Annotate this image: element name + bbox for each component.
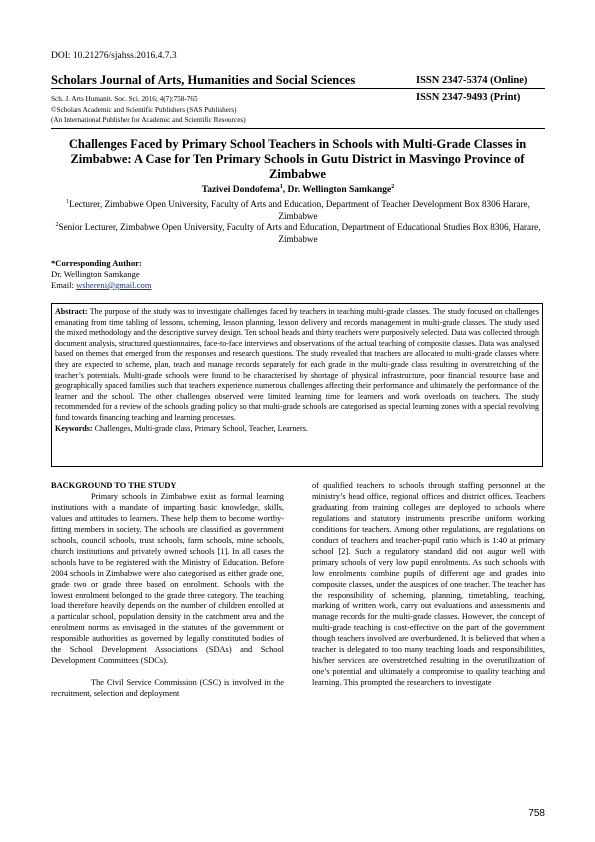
email-link[interactable]: wshereni@gmail.com [76,280,152,290]
journal-copyright: ©Scholars Academic and Scientific Publishers (SAS Publishers) [51,106,237,114]
issn-print: ISSN 2347-9493 (Print) [416,92,521,103]
affiliation-2 [51,221,545,245]
author-1-sup: 1 [279,183,283,190]
body-column-right [312,481,545,689]
keywords-text: Challenges, Multi-grade class, Primary School, Teacher, Learners. [92,423,308,433]
body-paragraph: Primary schools in Zimbabwe exist as formal learning institutions with a mandate of imparting basic knowledge, skills, values and attitudes to learners. These help them to become worthy-fitting members in society. The schools are classified as government schools, council schools, trust schools, farm schools, mine schools, church institutions and privately owned schools [1]. In all cases the schools have to be registered with the Ministry of Education. Before 2004 schools in Zimbabwe were also categorised as either grade one, grade two or grade three based on enrolment. Schools with the lowest enrolment belonged to the grade three category. The teaching load therefore heavily depends on the number of children enrolled at a particular school, population density in the catchment area and the enrolment norms as envisaged in the statutes of the government or responsible authorities as governed by legally constituted bodies of the School Development Associations (SDAs) and School Development Committees (SDCs). [51,491,284,666]
author-2-sup: 2 [391,183,395,190]
publisher-note: (An International Publisher for Academic and Scientific Resources) [51,116,246,124]
affiliation-1 [51,198,545,222]
corresponding-label: *Corresponding Author: [51,258,142,268]
affiliation-1-sup: 1 [66,198,70,205]
affiliation-2-sup: 2 [55,221,59,228]
paper-title: Challenges Faced by Primary School Teachers in Schools with Multi-Grade Classes in Zimbabwe: A Case for Ten Primary Schools in Gutu District in Masvingo Province of Zimbabwe [68,137,527,181]
abstract-box [51,303,543,467]
abstract-text: The purpose of the study was to investigate challenges faced by teachers in teaching multi-grade classes. The study focused on challenges emanating from time tabling of lessons, scheming, lesson planning, lesson delivery and records management in multi-grade classes. The study used the mixed methodology and the descriptive survey design. Ten school heads and thirty teachers were purposively selected. Data was collected through document analysis, structured questionnaires, face-to-face interviews and observations of the actual teaching of composite classes. Data was analysed based on themes that emerged from the responses and research questions. The study revealed that teachers are allocated to multi-grade classes where they are expected to scheme, plan, teach and manage records separately for each grade in the multi-grade class resulting in overstretching of the teacher’s potentials. Multi-grade schools were found to be characterised by shortage of physical infrastructure, poor financial resource base and geographically spaced families such that teachers experience numerous challenges affecting their performance and ultimately the performance of the learner and the school. The other challenges observed were limited learning time for learners and work overloads on teachers. The study recommended for a review of the schools grading policy so that multi-grade schools are categorised as special learning zones with a special revolving fund towards financing teaching and learning processes. [55,307,539,422]
header-rule-bottom [51,128,545,129]
body-paragraph: of qualified teachers to schools through staffing personnel at the ministry’s head office, regional offices and district offices. Teachers graduating from training colleges are deployed to schools where regulations and statutory instruments prescribe uniform working conditions for teachers. Among other regulations, are regulations on conduct of teachers and teacher-pupil ratio which is 1:40 at primary school [2]. Such a regulatory standard did not augur well with primary schools of very low pupil enrolments. As such schools with low enrolments combine pupils of different age and grades into composite classes, under the auspices of one teacher. The teacher has the responsibility of scheming, planning, timetabling, teaching, marking of written work, carry out evaluations and assessments and manage records for the multi-grade classes. However, the concept of multi-grade teaching is cost-effective on the part of the government though teachers involved are overburdened. It is believed that when a teacher is delegated to too many teaching loads and responsibilities, his/her services are overstretched resulting in the overutilization of one’s potential and ultimately a compromise to quality teaching and learning. This prompted the researchers to investigate [312,481,545,688]
page-number: 758 [528,808,545,819]
affiliation-1-text: Lecturer, Zimbabwe Open University, Faculty of Arts and Education, Department of Teacher Development Box 8306 Harare, Zimbabwe [69,199,530,221]
journal-name: Scholars Journal of Arts, Humanities and Social Sciences [51,73,356,87]
doi: DOI: 10.21276/sjahss.2016.4.7.3 [51,51,177,61]
abstract-label: Abstract: [55,307,88,316]
journal-citation: Sch. J. Arts Humanit. Soc. Sci. 2016; 4(7):758-765 [51,95,198,103]
section-heading: BACKGROUND TO THE STUDY [51,481,177,490]
body-column-left [51,481,284,700]
author-separator: , [282,185,288,195]
body-paragraph: The Civil Service Commission (CSC) is involved in the recruitment, selection and deployment [51,678,284,699]
header-rule-top [51,88,545,89]
email-label: Email: [51,280,77,290]
author-line [51,185,545,195]
corresponding-author [51,258,152,291]
corresponding-name: Dr. Wellington Samkange [51,269,140,279]
keywords-label: Keywords: [55,423,93,433]
author-1: Tazivei Dondofema [201,185,280,195]
author-2: Dr. Wellington Samkange [287,185,392,195]
issn-online: ISSN 2347-5374 (Online) [416,75,528,86]
affiliation-2-text: Senior Lecturer, Zimbabwe Open University, Faculty of Arts and Education, Department of Educational Studies Box 8306, Harare, Zimbabwe [58,222,541,244]
